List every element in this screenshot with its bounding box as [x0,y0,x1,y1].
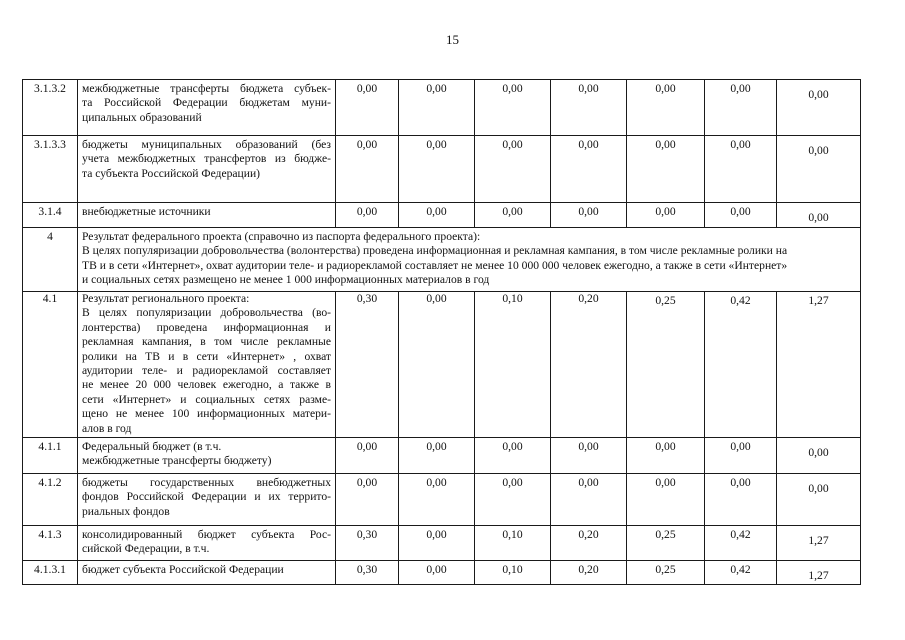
value-cell-total: 0,00 [777,438,861,474]
row-name [78,474,336,526]
table-row [23,526,861,561]
row-name-line: бюджеты государственных внебюджетных [82,476,331,490]
value-cell-total: 0,00 [777,203,861,228]
value-cell: 0,00 [399,292,475,438]
row-name-line: та Российской Федерации бюджетам муни- [82,96,331,110]
federal-project-result [78,228,861,292]
table-row [23,292,861,438]
value-cell: 0,00 [705,474,777,526]
value-cell: 0,00 [399,561,475,585]
value-cell: 0,00 [475,136,551,203]
row-name-line: ролики на ТВ и в сети «Интернет» , охват [82,349,331,363]
value-cell: 0,00 [336,203,399,228]
row-name-line: В целях популяризации добровольчества (во- [82,306,331,320]
value-cell: 0,20 [551,292,627,438]
result-line: ТВ и в сети «Интернет», охват аудитории теле- и радиорекламой составляет не менее 10 000 000 человек ежегодно, а также в сети «Интернет» [82,258,788,272]
value-cell: 0,00 [399,203,475,228]
value-cell: 0,30 [336,526,399,561]
value-cell: 0,00 [551,80,627,136]
value-cell: 0,00 [399,526,475,561]
row-name-line: Результат регионального проекта: [82,292,250,305]
row-name-line: ципальных образований [82,110,202,124]
value-cell: 0,42 [705,561,777,585]
value-cell: 0,30 [336,561,399,585]
value-cell: 0,00 [551,203,627,228]
value-cell: 0,00 [551,438,627,474]
budget-table [22,79,861,585]
value-cell: 0,00 [705,136,777,203]
row-code: 4.1.1 [23,438,78,474]
row-name-line: бюджеты муниципальных образований (без [82,138,331,151]
value-cell: 0,00 [705,203,777,228]
row-name-line: учета межбюджетных трансфертов из бюдже- [82,152,331,166]
table-row [23,80,861,136]
value-cell: 0,00 [475,438,551,474]
row-name-line: аудитории теле- и радиорекламой составляет [82,364,331,378]
value-cell-total: 0,00 [777,80,861,136]
row-name-line: фондов Российской Федерации и их террито- [82,490,331,504]
row-code: 4.1.3.1 [23,561,78,585]
row-name [78,526,336,561]
result-line: Результат федерального проекта (справочно из паспорта федерального проекта): [82,230,481,243]
row-name-line: не менее 20 000 человек ежегодно, а также в [82,378,331,392]
row-name-line: консолидированный бюджет субъекта Рос- [82,528,331,542]
value-cell: 0,00 [551,136,627,203]
table-row [23,561,861,585]
row-name-line: риальных фондов [82,504,170,518]
row-code: 4.1 [23,292,78,438]
value-cell: 0,10 [475,526,551,561]
value-cell: 0,25 [627,292,705,438]
value-cell: 0,00 [399,136,475,203]
table-row [23,228,861,292]
value-cell: 0,30 [336,292,399,438]
value-cell-total: 1,27 [777,561,861,585]
row-name-line: алов в год [82,421,132,435]
table-row [23,474,861,526]
row-name-line: сийской Федерации, в т.ч. [82,542,210,556]
row-name-line: Федеральный бюджет (в т.ч. [82,440,222,454]
row-name [78,136,336,203]
page-number: 15 [446,32,459,47]
value-cell: 0,20 [551,526,627,561]
value-cell: 0,00 [399,80,475,136]
value-cell-total: 1,27 [777,526,861,561]
row-name-line: внебюджетные источники [82,205,211,218]
value-cell: 0,00 [627,474,705,526]
value-cell: 0,25 [627,526,705,561]
row-name [78,203,336,228]
value-cell: 0,00 [336,438,399,474]
value-cell-total: 0,00 [777,474,861,526]
table-row [23,438,861,474]
value-cell-total: 0,00 [777,136,861,203]
row-name-line: межбюджетные трансферты бюджету) [82,454,272,468]
row-code: 3.1.3.3 [23,136,78,203]
row-code: 4.1.3 [23,526,78,561]
result-line: В целях популяризации добровольчества (волонтерства) проведена информационная и рекламная кампания, в том числе рекламные ролики на [82,244,788,258]
value-cell: 0,25 [627,561,705,585]
row-code: 3.1.3.2 [23,80,78,136]
value-cell: 0,00 [475,203,551,228]
value-cell: 0,00 [627,438,705,474]
value-cell: 0,00 [336,474,399,526]
value-cell: 0,20 [551,561,627,585]
row-name-line: межбюджетные трансферты бюджета субъек- [82,82,331,95]
value-cell: 0,00 [551,474,627,526]
row-name-line: щено не менее 100 информационных матери- [82,407,331,421]
row-code: 4.1.2 [23,474,78,526]
row-code: 4 [23,228,78,292]
row-name-line: лонтерства) проведена информационная и [82,320,331,334]
value-cell: 0,00 [627,203,705,228]
value-cell: 0,00 [475,474,551,526]
value-cell: 0,42 [705,292,777,438]
value-cell: 0,10 [475,292,551,438]
row-name-line: сети «Интернет» и социальных сетях разме- [82,392,331,406]
value-cell: 0,42 [705,526,777,561]
result-line: и социальных сетях размещено не менее 1 000 информационных материалов в год [82,273,490,287]
row-name-line: рекламная кампания, в том числе рекламные [82,335,331,349]
row-name-line: бюджет субъекта Российской Федерации [82,563,284,577]
value-cell: 0,00 [705,438,777,474]
row-name [78,80,336,136]
table-row [23,136,861,203]
value-cell: 0,00 [336,80,399,136]
value-cell: 0,00 [627,80,705,136]
row-code: 3.1.4 [23,203,78,228]
row-name-line: та субъекта Российской Федерации) [82,166,261,180]
value-cell: 0,00 [475,80,551,136]
value-cell: 0,00 [399,438,475,474]
row-name [78,561,336,585]
value-cell: 0,00 [399,474,475,526]
value-cell: 0,00 [627,136,705,203]
row-name [78,292,336,438]
row-name [78,438,336,474]
value-cell: 0,00 [705,80,777,136]
value-cell: 0,10 [475,561,551,585]
value-cell-total: 1,27 [777,292,861,438]
value-cell: 0,00 [336,136,399,203]
table-row [23,203,861,228]
